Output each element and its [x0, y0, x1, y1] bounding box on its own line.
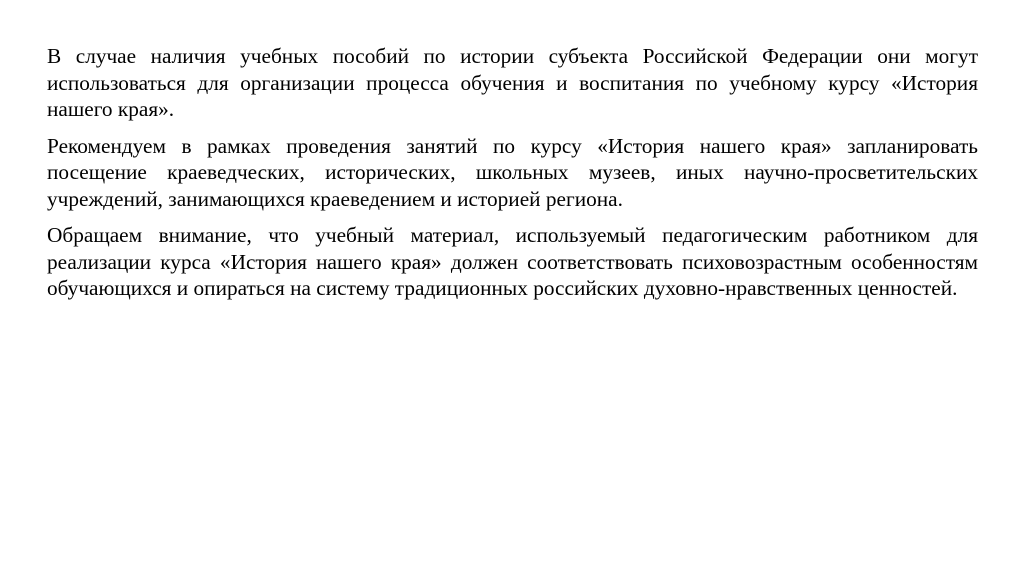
paragraph-textbooks: В случае наличия учебных пособий по истории субъекта Российской Федерации они могут использоваться для организации процесса обучения и воспитания по учебному курсу «История нашего края». — [47, 44, 978, 121]
paragraph-material-requirements: Обращаем внимание, что учебный материал, используемый педагогическим работником для реализации курса «История нашего края» должен соответствовать психовозрастным особенностям обучающихся и опираться на систему традиционных российских духовно-нравственных ценностей. — [47, 223, 978, 300]
paragraph-museum-visits: Рекомендуем в рамках проведения занятий по курсу «История нашего края» запланировать посещение краеведческих, исторических, школьных музеев, иных научно-просветительских учреждений, занимающихся краеведением и историей региона. — [47, 133, 978, 211]
